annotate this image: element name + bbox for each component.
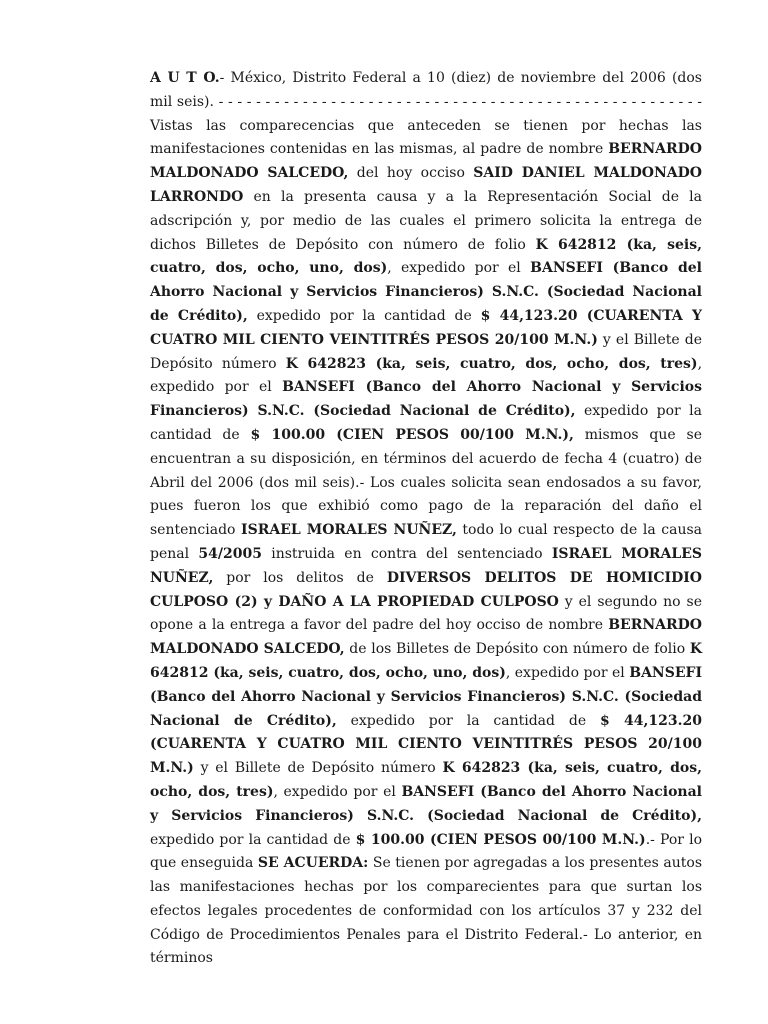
- text-run: .- Por lo que enseguida: [150, 831, 702, 872]
- text-run: y el Billete de Depósito número: [150, 331, 702, 372]
- bold-text-run: DIVERSOS DELITOS DE HOMICIDIO CULPOSO (2) y DAÑO A LA PROPIEDAD CULPOSO: [150, 569, 702, 610]
- bold-text-run: K 642812 (ka, seis, cuatro, dos, ocho, uno, dos): [150, 236, 702, 277]
- bold-text-run: K 642823 (ka, seis, cuatro, dos, ocho, dos, tres): [285, 355, 698, 372]
- bold-text-run: K 642812 (ka, seis, cuatro, dos, ocho, uno, dos): [150, 641, 702, 681]
- text-run: expedido por la cantidad de: [247, 307, 481, 324]
- text-run: expedido por la cantidad de: [336, 712, 600, 729]
- text-run: , expedido por el: [387, 260, 531, 277]
- text-run: expedido por la cantidad de: [150, 403, 703, 443]
- bold-text-run: K 642823 (ka, seis, cuatro, dos, ocho, dos, tres): [150, 760, 702, 800]
- text-run: del hoy occiso: [348, 165, 474, 182]
- text-run: , expedido por el: [150, 355, 703, 396]
- bold-text-run: ISRAEL MORALES NUÑEZ,: [241, 522, 457, 539]
- bold-text-run: A U T O.: [150, 70, 220, 86]
- text-run: mismos que se encuentran a su disposición, en términos del acuerdo de fecha 4 (cuatro) de Abril del 2006 (dos mil seis).- Los cuales solicita sean endosados a su favor, pues fueron los que exhibió como pago de la reparación del daño el sentenciado: [150, 426, 702, 539]
- bold-text-run: $ 44,123.20 (CUARENTA Y CUATRO MIL CIENTO VEINTITRÉS PESOS 20/100 M.N.): [150, 307, 702, 348]
- bold-text-run: BERNARDO MALDONADO SALCEDO,: [150, 141, 702, 182]
- text-run: , expedido por el: [505, 664, 630, 681]
- bold-text-run: 54/2005: [198, 545, 262, 562]
- bold-text-run: $ 100.00 (CIEN PESOS 00/100 M.N.),: [250, 426, 574, 443]
- bold-text-run: $ 100.00 (CIEN PESOS 00/100 M.N.): [355, 831, 646, 848]
- bold-text-run: BANSEFI (Banco del Ahorro Nacional y Servicios Financieros) S.N.C. (Sociedad Nacional de Crédito),: [150, 783, 702, 824]
- text-run: instruida en contra del sentenciado: [261, 545, 552, 562]
- text-run: todo lo cual respecto de la causa penal: [150, 522, 703, 562]
- bold-text-run: BANSEFI (Banco del Ahorro Nacional y Servicios Financieros) S.N.C. (Sociedad Nacional de Crédito),: [150, 379, 702, 420]
- text-run: por los delitos de: [213, 569, 387, 586]
- text-run: expedido por la cantidad de: [150, 831, 356, 848]
- text-run: en la presenta causa y a la Representación Social de la adscripción y, por medio de las cuales el primero solicita la entrega de dichos Billetes de Depósito con número de folio: [150, 188, 702, 253]
- document-body-paragraph: [150, 67, 702, 971]
- text-run: y el segundo no se opone a la entrega a favor del padre del hoy occiso de nombre: [150, 593, 702, 634]
- text-run: de los Billetes de Depósito con número de folio: [344, 641, 690, 658]
- bold-text-run: BERNARDO MALDONADO SALCEDO,: [150, 617, 702, 658]
- text-run: Se tienen por agregadas a los presentes autos las manifestaciones hechas por los comparecientes para que surtan los efectos legales procedentes de conformidad con los artículos 37 y 232 del Código de Procedimientos Penales para el Distrito Federal.- Lo anterior, en términos: [150, 855, 702, 967]
- bold-text-run: SAID DANIEL MALDONADO LARRONDO: [150, 165, 702, 205]
- text-run: y el Billete de Depósito número: [193, 760, 443, 777]
- bold-text-run: ISRAEL MORALES NUÑEZ,: [150, 545, 703, 586]
- bold-text-run: BANSEFI (Banco del Ahorro Nacional y Servicios Financieros) S.N.C. (Sociedad Nacional de Crédito),: [150, 260, 702, 324]
- bold-text-run: BANSEFI (Banco del Ahorro Nacional y Servicios Financieros) S.N.C. (Sociedad Nacional de Crédito),: [150, 664, 702, 729]
- text-run: - México, Distrito Federal a 10 (diez) de noviembre del 2006 (dos mil seis). - - - - - - - - - - - - - - - - - - - - - - - - - - - - - - - - - - - - - - - - - - - - - - - - - - - - Vistas las comparecencias que anteceden se tienen por hechas las manifestaciones contenidas en las mismas, al padre de nombre: [150, 70, 702, 158]
- text-run: , expedido por el: [273, 783, 402, 800]
- bold-text-run: SE ACUERDA:: [257, 855, 369, 872]
- bold-text-run: $ 44,123.20 (CUARENTA Y CUATRO MIL CIENTO VEINTITRÉS PESOS 20/100 M.N.): [150, 712, 702, 777]
